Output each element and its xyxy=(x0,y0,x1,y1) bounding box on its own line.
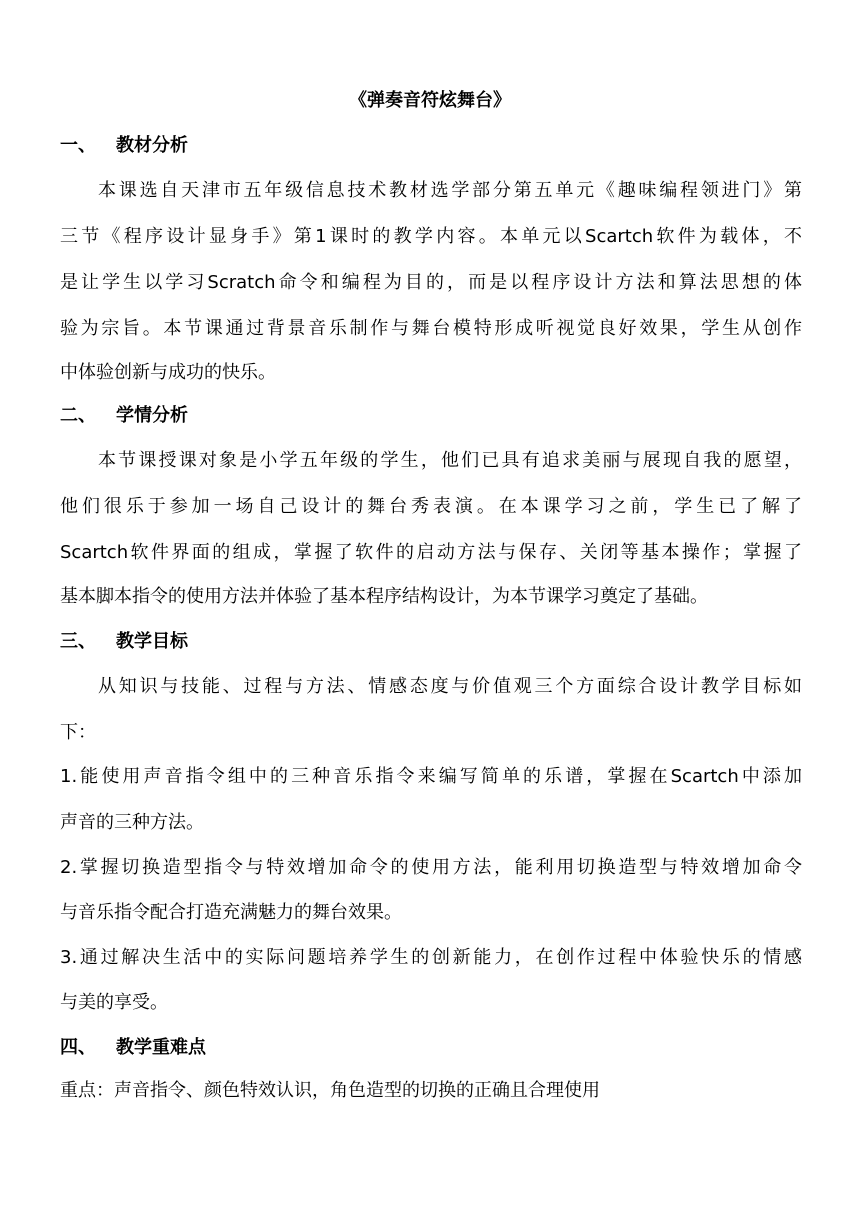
paragraph-line: 本节课授课对象是小学五年级的学生，他们已具有追求美丽与展现自我的愿望， xyxy=(98,450,802,471)
paragraph-line: 中体验创新与成功的快乐。 xyxy=(60,362,276,383)
section-title: 教学目标 xyxy=(116,631,188,652)
list-item-line: 声音的三种方法。 xyxy=(60,812,204,833)
list-item-line: 与音乐指令配合打造充满魅力的舞台效果。 xyxy=(60,902,402,923)
section-heading-3 xyxy=(60,629,188,655)
paragraph-line: 他们很乐于参加一场自己设计的舞台秀表演。在本课学习之前，学生已了解了 xyxy=(60,496,802,517)
paragraph-line: 是让学生以学习Scratch命令和编程为目的，而是以程序设计方法和算法思想的体 xyxy=(60,272,802,293)
list-item-line: 2.掌握切换造型指令与特效增加命令的使用方法，能利用切换造型与特效增加命令 xyxy=(60,857,802,878)
section-number: 二、 xyxy=(60,405,96,426)
paragraph-line: 验为宗旨。本节课通过背景音乐制作与舞台模特形成听视觉良好效果，学生从创作 xyxy=(60,318,802,339)
paragraph-line: 基本脚本指令的使用方法并体验了基本程序结构设计，为本节课学习奠定了基础。 xyxy=(60,586,708,607)
section-heading-2 xyxy=(60,403,188,429)
paragraph-line: 重点：声音指令、颜色特效认识，角色造型的切换的正确且合理使用 xyxy=(60,1080,600,1101)
section-number: 四、 xyxy=(60,1037,96,1058)
paragraph-line: 下： xyxy=(60,722,96,743)
page-title: 《弹奏音符炫舞台》 xyxy=(349,90,511,111)
list-item-line: 3.通过解决生活中的实际问题培养学生的创新能力，在创作过程中体验快乐的情感 xyxy=(60,947,802,968)
paragraph-line: Scartch软件界面的组成，掌握了软件的启动方法与保存、关闭等基本操作；掌握了 xyxy=(60,542,802,563)
section-heading-4 xyxy=(60,1035,206,1061)
section-title: 教学重难点 xyxy=(116,1037,206,1058)
list-item-line: 与美的享受。 xyxy=(60,992,168,1013)
section-title: 教材分析 xyxy=(116,135,188,156)
section-number: 三、 xyxy=(60,631,96,652)
section-title: 学情分析 xyxy=(116,405,188,426)
section-heading-1 xyxy=(60,133,188,159)
paragraph-line: 从知识与技能、过程与方法、情感态度与价值观三个方面综合设计教学目标如 xyxy=(98,676,802,697)
paragraph-line: 本课选自天津市五年级信息技术教材选学部分第五单元《趣味编程领进门》第 xyxy=(98,180,802,201)
section-number: 一、 xyxy=(60,135,96,156)
paragraph-line: 三节《程序设计显身手》第1课时的教学内容。本单元以Scartch软件为载体，不 xyxy=(60,226,802,247)
list-item-line: 1.能使用声音指令组中的三种音乐指令来编写简单的乐谱，掌握在Scartch中添加 xyxy=(60,766,802,787)
